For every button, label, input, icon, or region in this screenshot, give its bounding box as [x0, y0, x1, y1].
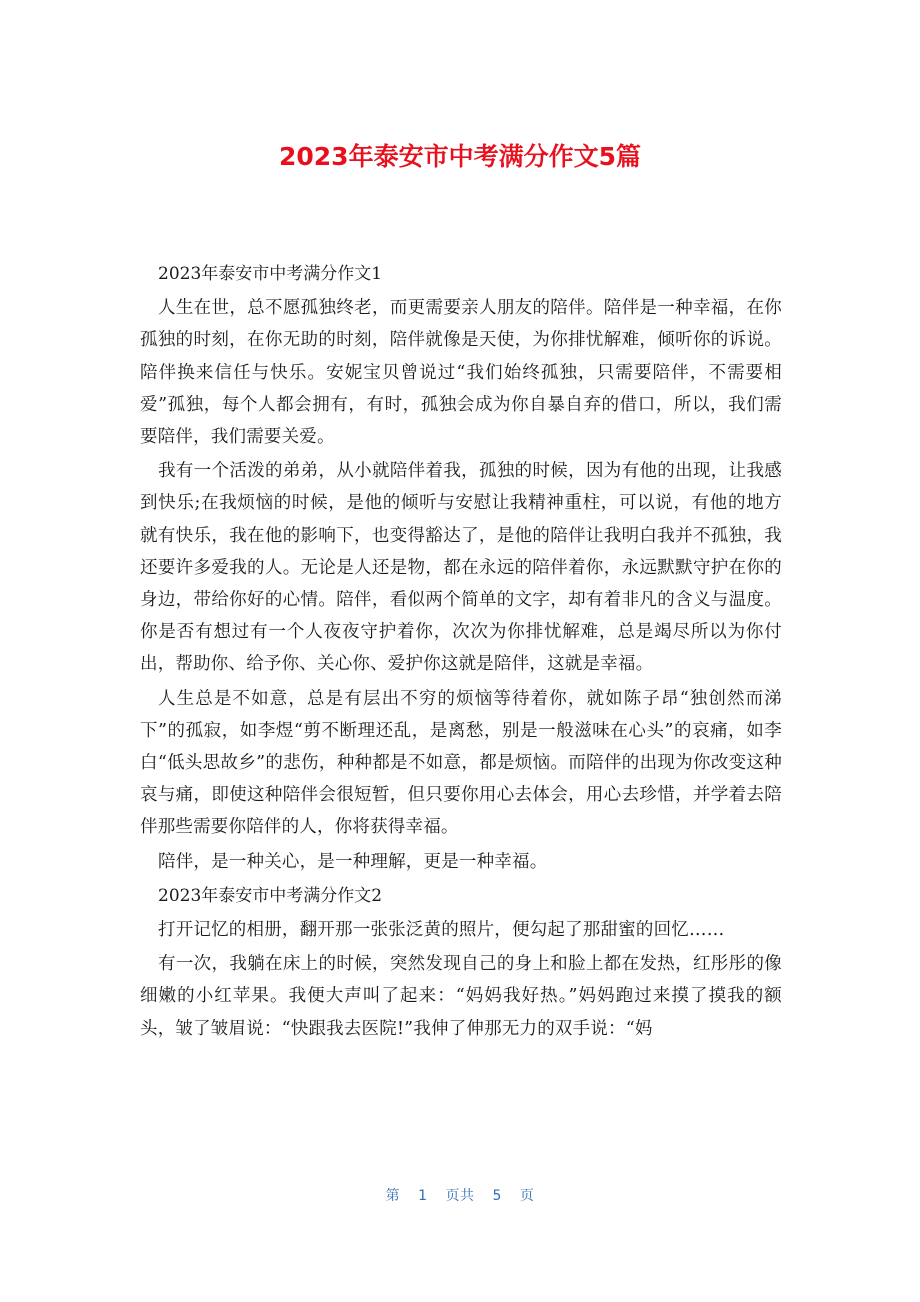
page-title: 2023年泰安市中考满分作文5篇	[279, 142, 641, 171]
footer-middle: 页共	[445, 1188, 475, 1204]
document-body	[140, 258, 782, 1047]
footer-suffix: 页	[519, 1188, 535, 1204]
essay-1-paragraph-3: 人生总是不如意，总是有层出不穷的烦恼等待着你，就如陈子昂“独创然而涕下”的孤寂，如李煜“剪不断理还乱，是离愁，别是一般滋味在心头”的哀痛，如李白“低头思故乡”的悲伤，种种都是不如意，都是烦恼。而陪伴的出现为你改变这种哀与痛，即使这种陪伴会很短暂，但只要你用心去体会，用心去珍惜，并学着去陪伴那些需要你陪伴的人，你将获得幸福。	[140, 688, 782, 838]
essay-1-paragraph-1: 人生在世，总不愿孤独终老，而更需要亲人朋友的陪伴。陪伴是一种幸福，在你孤独的时刻，在你无助的时刻，陪伴就像是天使，为你排忧解难，倾听你的诉说。陪伴换来信任与快乐。安妮宝贝曾说过“我们始终孤独，只需要陪伴，不需要相爱”孤独，每个人都会拥有，有时，孤独会成为你自暴自弃的借口，所以，我们需要陪伴，我们需要关爱。	[140, 298, 782, 448]
essay-1-paragraph-2: 我有一个活泼的弟弟，从小就陪伴着我，孤独的时候，因为有他的出现，让我感到快乐;在我烦恼的时候，是他的倾听与安慰让我精神重柱，可以说，有他的地方就有快乐，我在他的影响下，也变得豁达了，是他的陪伴让我明白我并不孤独，我还要许多爱我的人。无论是人还是物，都在永远的陪伴着你，永远默默守护在你的身边，带给你好的心情。陪伴，看似两个简单的文字，却有着非凡的含义与温度。你是否有想过有一个人夜夜守护着你，次次为你排忧解难，总是竭尽所以为你付出，帮助你、给予你、关心你、爱护你这就是陪伴，这就是幸福。	[140, 461, 782, 675]
essay-2-paragraph-2: 有一次，我躺在床上的时候，突然发现自己的身上和脸上都在发热，红彤彤的像细嫩的小红苹果。我便大声叫了起来：“妈妈我好热。”妈妈跑过来摸了摸我的额头，皱了皱眉说：“快跟我去医院!”我伸了伸那无力的双手说：“妈	[140, 954, 782, 1039]
essay-1-heading: 2023年泰安市中考满分作文1	[158, 264, 383, 284]
footer-total-pages: 5	[492, 1188, 502, 1204]
footer-prefix: 第	[385, 1188, 401, 1204]
essay-2-heading: 2023年泰安市中考满分作文2	[158, 885, 383, 906]
footer-current-page: 1	[418, 1188, 428, 1204]
page-number-footer	[0, 1185, 920, 1205]
essay-2-paragraph-1: 打开记忆的相册，翻开那一张张泛黄的照片，便勾起了那甜蜜的回忆……	[158, 920, 725, 941]
essay-1-paragraph-4: 陪伴，是一种关心，是一种理解，更是一种幸福。	[158, 851, 548, 872]
